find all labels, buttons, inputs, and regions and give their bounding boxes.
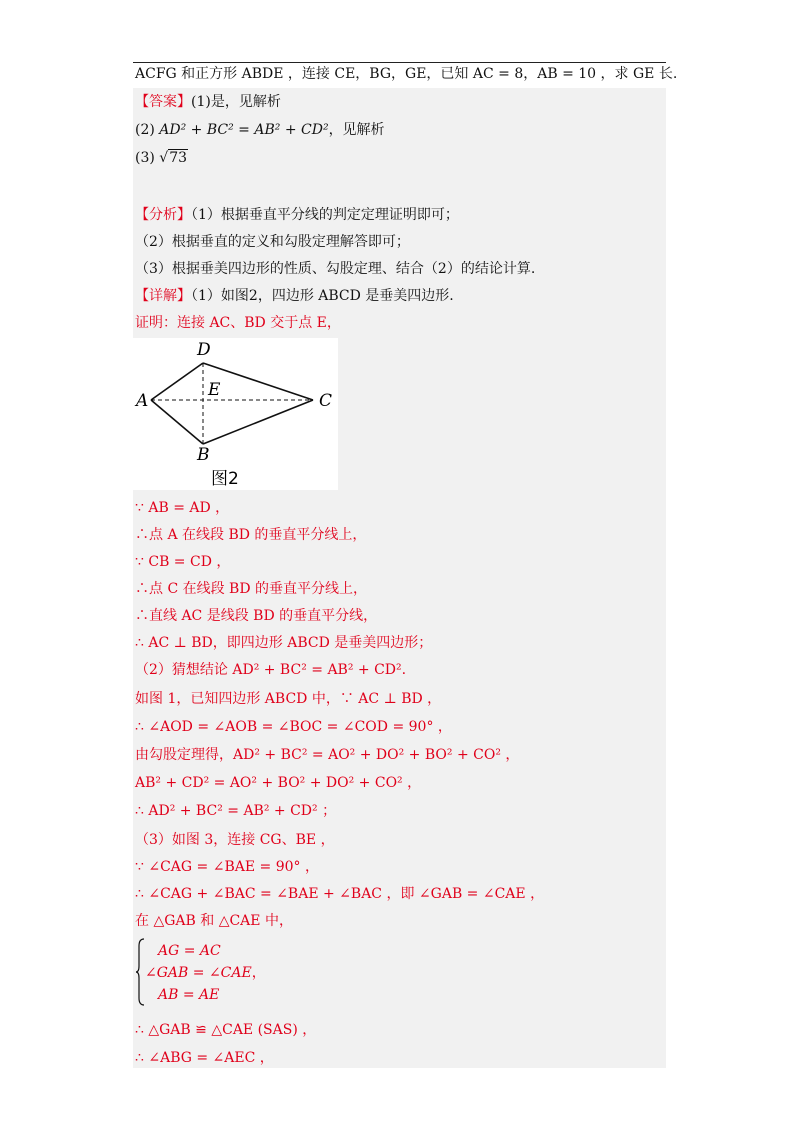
proof-line: ∴点 A 在线段 BD 的垂直平分线上，: [135, 527, 367, 543]
figure-caption: 图2: [211, 469, 239, 489]
proof-line: ∵ CB = CD ，: [135, 554, 231, 570]
problem-tail: ACFG 和正方形 ABDE ，连接 CE，BG，GE，已知 AC = 8，AB = 10 ，求 GE 长.: [135, 66, 678, 82]
system-eq-2: ∠GAB = ∠CAE: [145, 965, 252, 981]
analysis-label: 【分析】: [135, 207, 191, 223]
answer-label: 【答案】: [135, 94, 191, 110]
proof-line: ∵ AB = AD ，: [135, 500, 230, 516]
edge-bc: [203, 400, 313, 444]
top-rule: [133, 62, 666, 63]
proof-line: ∴ AC ⊥ BD，即四边形 ABCD 是垂美四边形；: [135, 635, 433, 651]
detail-label: 【详解】: [135, 288, 191, 304]
final-line: ∴ △GAB ≌ △CAE (SAS) ，: [135, 1022, 317, 1038]
answer-part3: (3) √73: [135, 150, 188, 166]
label-c: C: [319, 391, 333, 411]
answer-part1: (1)是，见解析: [191, 94, 281, 110]
edge-ad: [151, 363, 203, 400]
answer-label-line: [135, 92, 281, 112]
proof-line: ∴ ∠CAG + ∠BAC = ∠BAE + ∠BAC ，即 ∠GAB = ∠CAE ，: [135, 886, 545, 902]
proof-line: （3）如图 3，连接 CG、BE ，: [135, 832, 335, 848]
label-b: B: [197, 445, 210, 465]
answer-part3-value: 73: [169, 150, 188, 166]
edge-ab: [151, 400, 203, 444]
system-eq-3: AB = AE: [158, 987, 220, 1003]
analysis-line-2: （2）根据垂直的定义和勾股定理解答即可；: [135, 234, 410, 250]
analysis-line-3: （3）根据垂美四边形的性质、勾股定理、结合（2）的结论计算.: [135, 261, 536, 277]
brace-icon: [135, 938, 145, 1006]
proof-line: ∴点 C 在线段 BD 的垂直平分线上，: [135, 581, 368, 597]
proof-line: ∴ AD² + BC² = AB² + CD² ；: [135, 803, 337, 819]
proof-line: ∵ ∠CAG = ∠BAE = 90° ，: [135, 859, 319, 875]
analysis-line-1: 【分析】（1）根据垂直平分线的判定定理证明即可；: [135, 207, 459, 223]
proof-line: ∴ ∠AOD = ∠AOB = ∠BOC = ∠COD = 90° ，: [135, 719, 452, 735]
detail-proof-intro: 证明：连接 AC、BD 交于点 E，: [135, 315, 341, 331]
proof-line: 由勾股定理得，AD² + BC² = AO² + DO² + BO² + CO² ，: [135, 747, 520, 763]
label-e: E: [208, 380, 221, 400]
answer-part2-expr: AD² + BC² = AB² + CD²: [159, 122, 329, 138]
final-line: ∴ ∠ABG = ∠AEC ，: [135, 1050, 274, 1066]
proof-line: 如图 1，已知四边形 ABCD 中，∵ AC ⊥ BD ，: [135, 691, 442, 707]
detail-line-1: 【详解】（1）如图2，四边形 ABCD 是垂美四边形.: [135, 288, 454, 304]
answer-part2: (2) AD² + BC² = AB² + CD²，见解析: [135, 122, 385, 138]
figure-2-diagram: [133, 338, 338, 490]
system-eq-1: AG = AC: [158, 943, 221, 959]
label-d: D: [197, 340, 211, 360]
system-eq-2-line: ∠GAB = ∠CAE，: [145, 965, 266, 981]
proof-line: 在 △GAB 和 △CAE 中，: [135, 913, 293, 929]
proof-line: （2）猜想结论 AD² + BC² = AB² + CD².: [135, 662, 407, 678]
figure-2: [133, 338, 338, 490]
sqrt-icon: √: [159, 150, 169, 166]
label-a: A: [136, 391, 149, 411]
proof-line: ∴直线 AC 是线段 BD 的垂直平分线，: [135, 608, 378, 624]
proof-line: AB² + CD² = AO² + BO² + DO² + CO² ，: [135, 775, 422, 791]
